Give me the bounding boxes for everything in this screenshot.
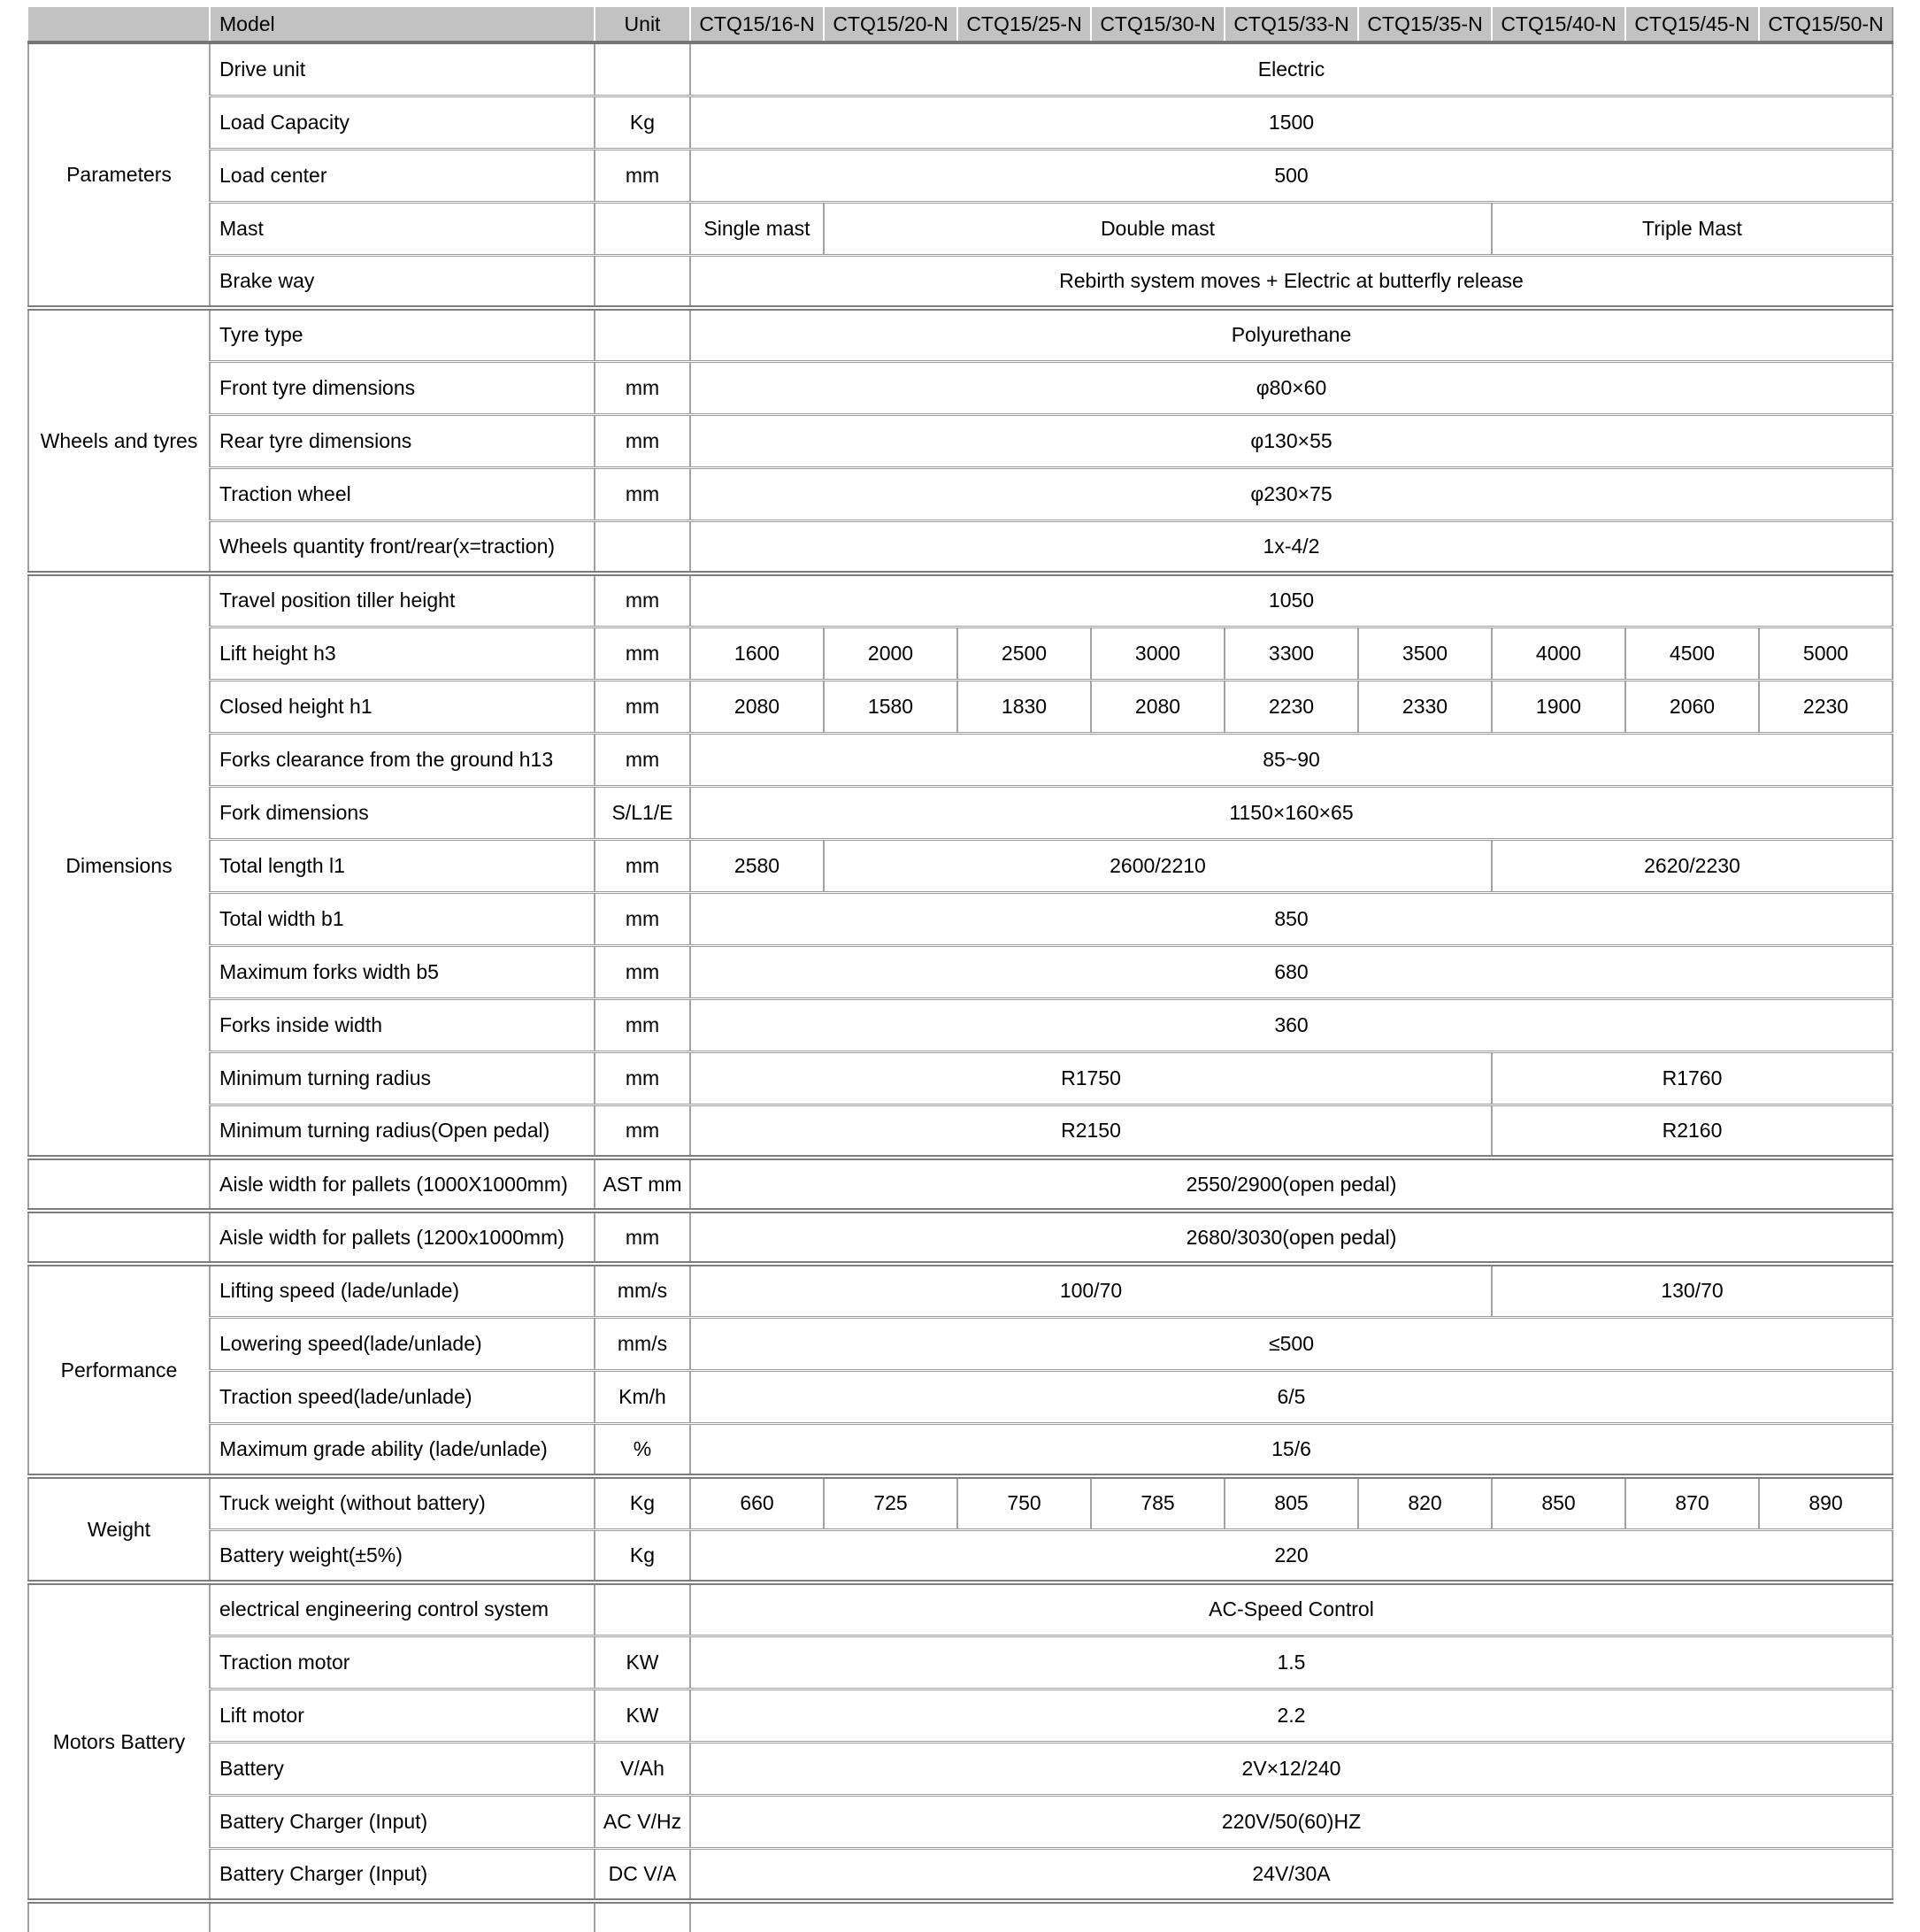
row-label: Front tyre dimensions	[210, 361, 595, 414]
value-cell: 1580	[824, 680, 957, 733]
value-cell: 2080	[690, 680, 824, 733]
group-cell: Weight	[28, 1476, 210, 1582]
group-cell: Performance	[28, 1264, 210, 1476]
row-label: Lifting speed (lade/unlade)	[210, 1264, 595, 1317]
group-cell: Wheels and tyres	[28, 308, 210, 573]
row-label: Lowering speed(lade/unlade)	[210, 1317, 595, 1370]
value-cell: 890	[1759, 1476, 1893, 1529]
group-cell: Parameters	[28, 42, 210, 308]
row-unit: Km/h	[595, 1370, 690, 1423]
table-row	[28, 308, 1893, 361]
row-label: Closed height h1	[210, 680, 595, 733]
row-label: Load Capacity	[210, 96, 595, 149]
table-row	[28, 42, 1893, 96]
value-cell: 130/70	[1492, 1264, 1893, 1317]
value-cell: 750	[957, 1476, 1091, 1529]
group-cell	[28, 1901, 210, 1932]
row-unit: mm	[595, 1211, 690, 1264]
value-cell: Electric	[690, 42, 1893, 96]
table-row	[28, 361, 1893, 414]
row-label: Rear tyre dimensions	[210, 414, 595, 467]
value-cell: R1760	[1492, 1051, 1893, 1105]
value-cell: R2150	[690, 1105, 1492, 1158]
row-unit	[595, 42, 690, 96]
value-cell: 1x-4/2	[690, 520, 1893, 573]
row-label: Aisle width for pallets (1200x1000mm)	[210, 1211, 595, 1264]
value-cell: 2680/3030(open pedal)	[690, 1211, 1893, 1264]
row-label: Maximum forks width b5	[210, 945, 595, 998]
row-unit: mm	[595, 892, 690, 945]
group-cell	[28, 1158, 210, 1211]
value-cell: 725	[824, 1476, 957, 1529]
table-row	[28, 414, 1893, 467]
row-unit	[595, 202, 690, 255]
spec-table	[27, 7, 1893, 1932]
row-unit: %	[595, 1423, 690, 1476]
table-row	[28, 1636, 1893, 1689]
header-model-column: CTQ15/45-N	[1625, 7, 1759, 42]
row-label: Total width b1	[210, 892, 595, 945]
row-label: Brake way	[210, 255, 595, 308]
header-model-column: CTQ15/50-N	[1759, 7, 1893, 42]
row-unit: mm	[595, 149, 690, 202]
value-cell: 2620/2230	[1492, 839, 1893, 892]
value-cell: R1750	[690, 1051, 1492, 1105]
header-model-column: CTQ15/30-N	[1091, 7, 1225, 42]
value-cell: 2580	[690, 839, 824, 892]
value-cell: 2060	[1625, 680, 1759, 733]
value-cell: 1600	[690, 627, 824, 680]
value-cell: 360	[690, 998, 1893, 1051]
partial-bottom-row	[28, 1901, 1893, 1932]
row-label: Traction motor	[210, 1636, 595, 1689]
value-cell: 2230	[1759, 680, 1893, 733]
value-cell: 6/5	[690, 1370, 1893, 1423]
row-unit: mm	[595, 627, 690, 680]
value-cell: 660	[690, 1476, 824, 1529]
row-unit: mm	[595, 573, 690, 627]
table-row	[28, 1423, 1893, 1476]
row-unit	[595, 1901, 690, 1932]
row-unit: DC V/A	[595, 1848, 690, 1901]
value-cell: 2330	[1358, 680, 1492, 733]
value-cell: 785	[1091, 1476, 1225, 1529]
row-unit	[595, 1582, 690, 1636]
header-model-column: CTQ15/40-N	[1492, 7, 1625, 42]
row-unit: mm/s	[595, 1264, 690, 1317]
row-label: Lift motor	[210, 1689, 595, 1742]
group-cell: Dimensions	[28, 573, 210, 1158]
header-row	[28, 7, 1893, 42]
table-row	[28, 1264, 1893, 1317]
value-cell: 3000	[1091, 627, 1225, 680]
table-row	[28, 733, 1893, 786]
header-model-column: CTQ15/20-N	[824, 7, 957, 42]
row-label: electrical engineering control system	[210, 1582, 595, 1636]
value-cell: 2.2	[690, 1689, 1893, 1742]
table-row	[28, 202, 1893, 255]
row-label: Truck weight (without battery)	[210, 1476, 595, 1529]
table-row	[28, 1689, 1893, 1742]
value-cell: 3300	[1225, 627, 1358, 680]
table-row	[28, 467, 1893, 520]
table-row	[28, 1370, 1893, 1423]
value-cell: R2160	[1492, 1105, 1893, 1158]
value-cell: 500	[690, 149, 1893, 202]
row-unit: AST mm	[595, 1158, 690, 1211]
value-cell: 1.5	[690, 1636, 1893, 1689]
row-unit: mm	[595, 467, 690, 520]
table-row	[28, 786, 1893, 839]
row-label	[210, 1901, 595, 1932]
row-label: Travel position tiller height	[210, 573, 595, 627]
table-row	[28, 998, 1893, 1051]
value-cell: 1830	[957, 680, 1091, 733]
value-cell: 850	[1492, 1476, 1625, 1529]
table-row	[28, 892, 1893, 945]
group-cell	[28, 1211, 210, 1264]
row-unit: mm/s	[595, 1317, 690, 1370]
header-model-label: Model	[210, 7, 595, 42]
row-label: Fork dimensions	[210, 786, 595, 839]
table-row	[28, 520, 1893, 573]
row-unit: KW	[595, 1636, 690, 1689]
table-row	[28, 149, 1893, 202]
value-cell: 2500	[957, 627, 1091, 680]
table-row	[28, 680, 1893, 733]
table-row	[28, 1051, 1893, 1105]
row-unit: mm	[595, 1051, 690, 1105]
value-cell: 15/6	[690, 1423, 1893, 1476]
row-label: Battery weight(±5%)	[210, 1529, 595, 1582]
header-model-column: CTQ15/25-N	[957, 7, 1091, 42]
row-label: Lift height h3	[210, 627, 595, 680]
row-label: Total length l1	[210, 839, 595, 892]
table-row	[28, 573, 1893, 627]
value-cell: 680	[690, 945, 1893, 998]
value-cell: 2230	[1225, 680, 1358, 733]
row-label: Drive unit	[210, 42, 595, 96]
value-cell: 820	[1358, 1476, 1492, 1529]
value-cell: 2080	[1091, 680, 1225, 733]
table-row	[28, 627, 1893, 680]
row-unit: mm	[595, 998, 690, 1051]
table-row	[28, 1317, 1893, 1370]
value-cell: 220V/50(60)HZ	[690, 1795, 1893, 1848]
value-cell: 1500	[690, 96, 1893, 149]
value-cell: 2V×12/240	[690, 1742, 1893, 1795]
table-row	[28, 839, 1893, 892]
value-cell: Rebirth system moves + Electric at butterfly release	[690, 255, 1893, 308]
value-cell: 5000	[1759, 627, 1893, 680]
value-cell: φ130×55	[690, 414, 1893, 467]
value-cell: φ230×75	[690, 467, 1893, 520]
table-row	[28, 1529, 1893, 1582]
row-unit: KW	[595, 1689, 690, 1742]
value-cell: Triple Mast	[1492, 202, 1893, 255]
value-cell: 85~90	[690, 733, 1893, 786]
header-model-column: CTQ15/16-N	[690, 7, 824, 42]
table-row	[28, 1742, 1893, 1795]
row-unit	[595, 520, 690, 573]
table-row	[28, 1105, 1893, 1158]
value-cell: φ80×60	[690, 361, 1893, 414]
table-row	[28, 1582, 1893, 1636]
value-cell: 4500	[1625, 627, 1759, 680]
row-unit: mm	[595, 680, 690, 733]
value-cell: 805	[1225, 1476, 1358, 1529]
value-cell: 3500	[1358, 627, 1492, 680]
row-unit: mm	[595, 414, 690, 467]
row-unit: Kg	[595, 96, 690, 149]
row-label: Wheels quantity front/rear(x=traction)	[210, 520, 595, 573]
table-row	[28, 1795, 1893, 1848]
row-label: Minimum turning radius(Open pedal)	[210, 1105, 595, 1158]
header-unit-label: Unit	[595, 7, 690, 42]
table-row	[28, 945, 1893, 998]
header-model-column: CTQ15/35-N	[1358, 7, 1492, 42]
table-row	[28, 96, 1893, 149]
value-cell: 4000	[1492, 627, 1625, 680]
row-label: Tyre type	[210, 308, 595, 361]
row-label: Forks clearance from the ground h13	[210, 733, 595, 786]
table-body	[28, 42, 1893, 1932]
row-label: Aisle width for pallets (1000X1000mm)	[210, 1158, 595, 1211]
value-cell: 100/70	[690, 1264, 1492, 1317]
row-unit: Kg	[595, 1476, 690, 1529]
row-label: Mast	[210, 202, 595, 255]
header-model-column: CTQ15/33-N	[1225, 7, 1358, 42]
table-row	[28, 1848, 1893, 1901]
value-cell: ≤500	[690, 1317, 1893, 1370]
value-cell: 870	[1625, 1476, 1759, 1529]
value-cell: 2000	[824, 627, 957, 680]
row-unit: Kg	[595, 1529, 690, 1582]
row-unit	[595, 255, 690, 308]
row-unit: mm	[595, 733, 690, 786]
row-label: Battery Charger (Input)	[210, 1848, 595, 1901]
table-row	[28, 1158, 1893, 1211]
value-cell	[690, 1901, 1893, 1932]
table-header	[28, 7, 1893, 42]
row-label: Battery	[210, 1742, 595, 1795]
group-cell: Motors Battery	[28, 1582, 210, 1901]
row-label: Load center	[210, 149, 595, 202]
row-label: Traction wheel	[210, 467, 595, 520]
value-cell: 850	[690, 892, 1893, 945]
row-label: Minimum turning radius	[210, 1051, 595, 1105]
value-cell: Single mast	[690, 202, 824, 255]
value-cell: 1900	[1492, 680, 1625, 733]
row-unit	[595, 308, 690, 361]
value-cell: Polyurethane	[690, 308, 1893, 361]
row-label: Maximum grade ability (lade/unlade)	[210, 1423, 595, 1476]
table-row	[28, 255, 1893, 308]
value-cell: 220	[690, 1529, 1893, 1582]
value-cell: 2550/2900(open pedal)	[690, 1158, 1893, 1211]
row-unit: S/L1/E	[595, 786, 690, 839]
value-cell: 1150×160×65	[690, 786, 1893, 839]
value-cell: 2600/2210	[824, 839, 1492, 892]
table-row	[28, 1211, 1893, 1264]
value-cell: Double mast	[824, 202, 1492, 255]
table-row	[28, 1476, 1893, 1529]
row-unit: mm	[595, 1105, 690, 1158]
header-corner-cell	[28, 7, 210, 42]
row-label: Traction speed(lade/unlade)	[210, 1370, 595, 1423]
row-label: Forks inside width	[210, 998, 595, 1051]
value-cell: 24V/30A	[690, 1848, 1893, 1901]
row-unit: mm	[595, 945, 690, 998]
row-unit: mm	[595, 361, 690, 414]
row-label: Battery Charger (Input)	[210, 1795, 595, 1848]
value-cell: AC-Speed Control	[690, 1582, 1893, 1636]
value-cell: 1050	[690, 573, 1893, 627]
row-unit: AC V/Hz	[595, 1795, 690, 1848]
row-unit: mm	[595, 839, 690, 892]
row-unit: V/Ah	[595, 1742, 690, 1795]
